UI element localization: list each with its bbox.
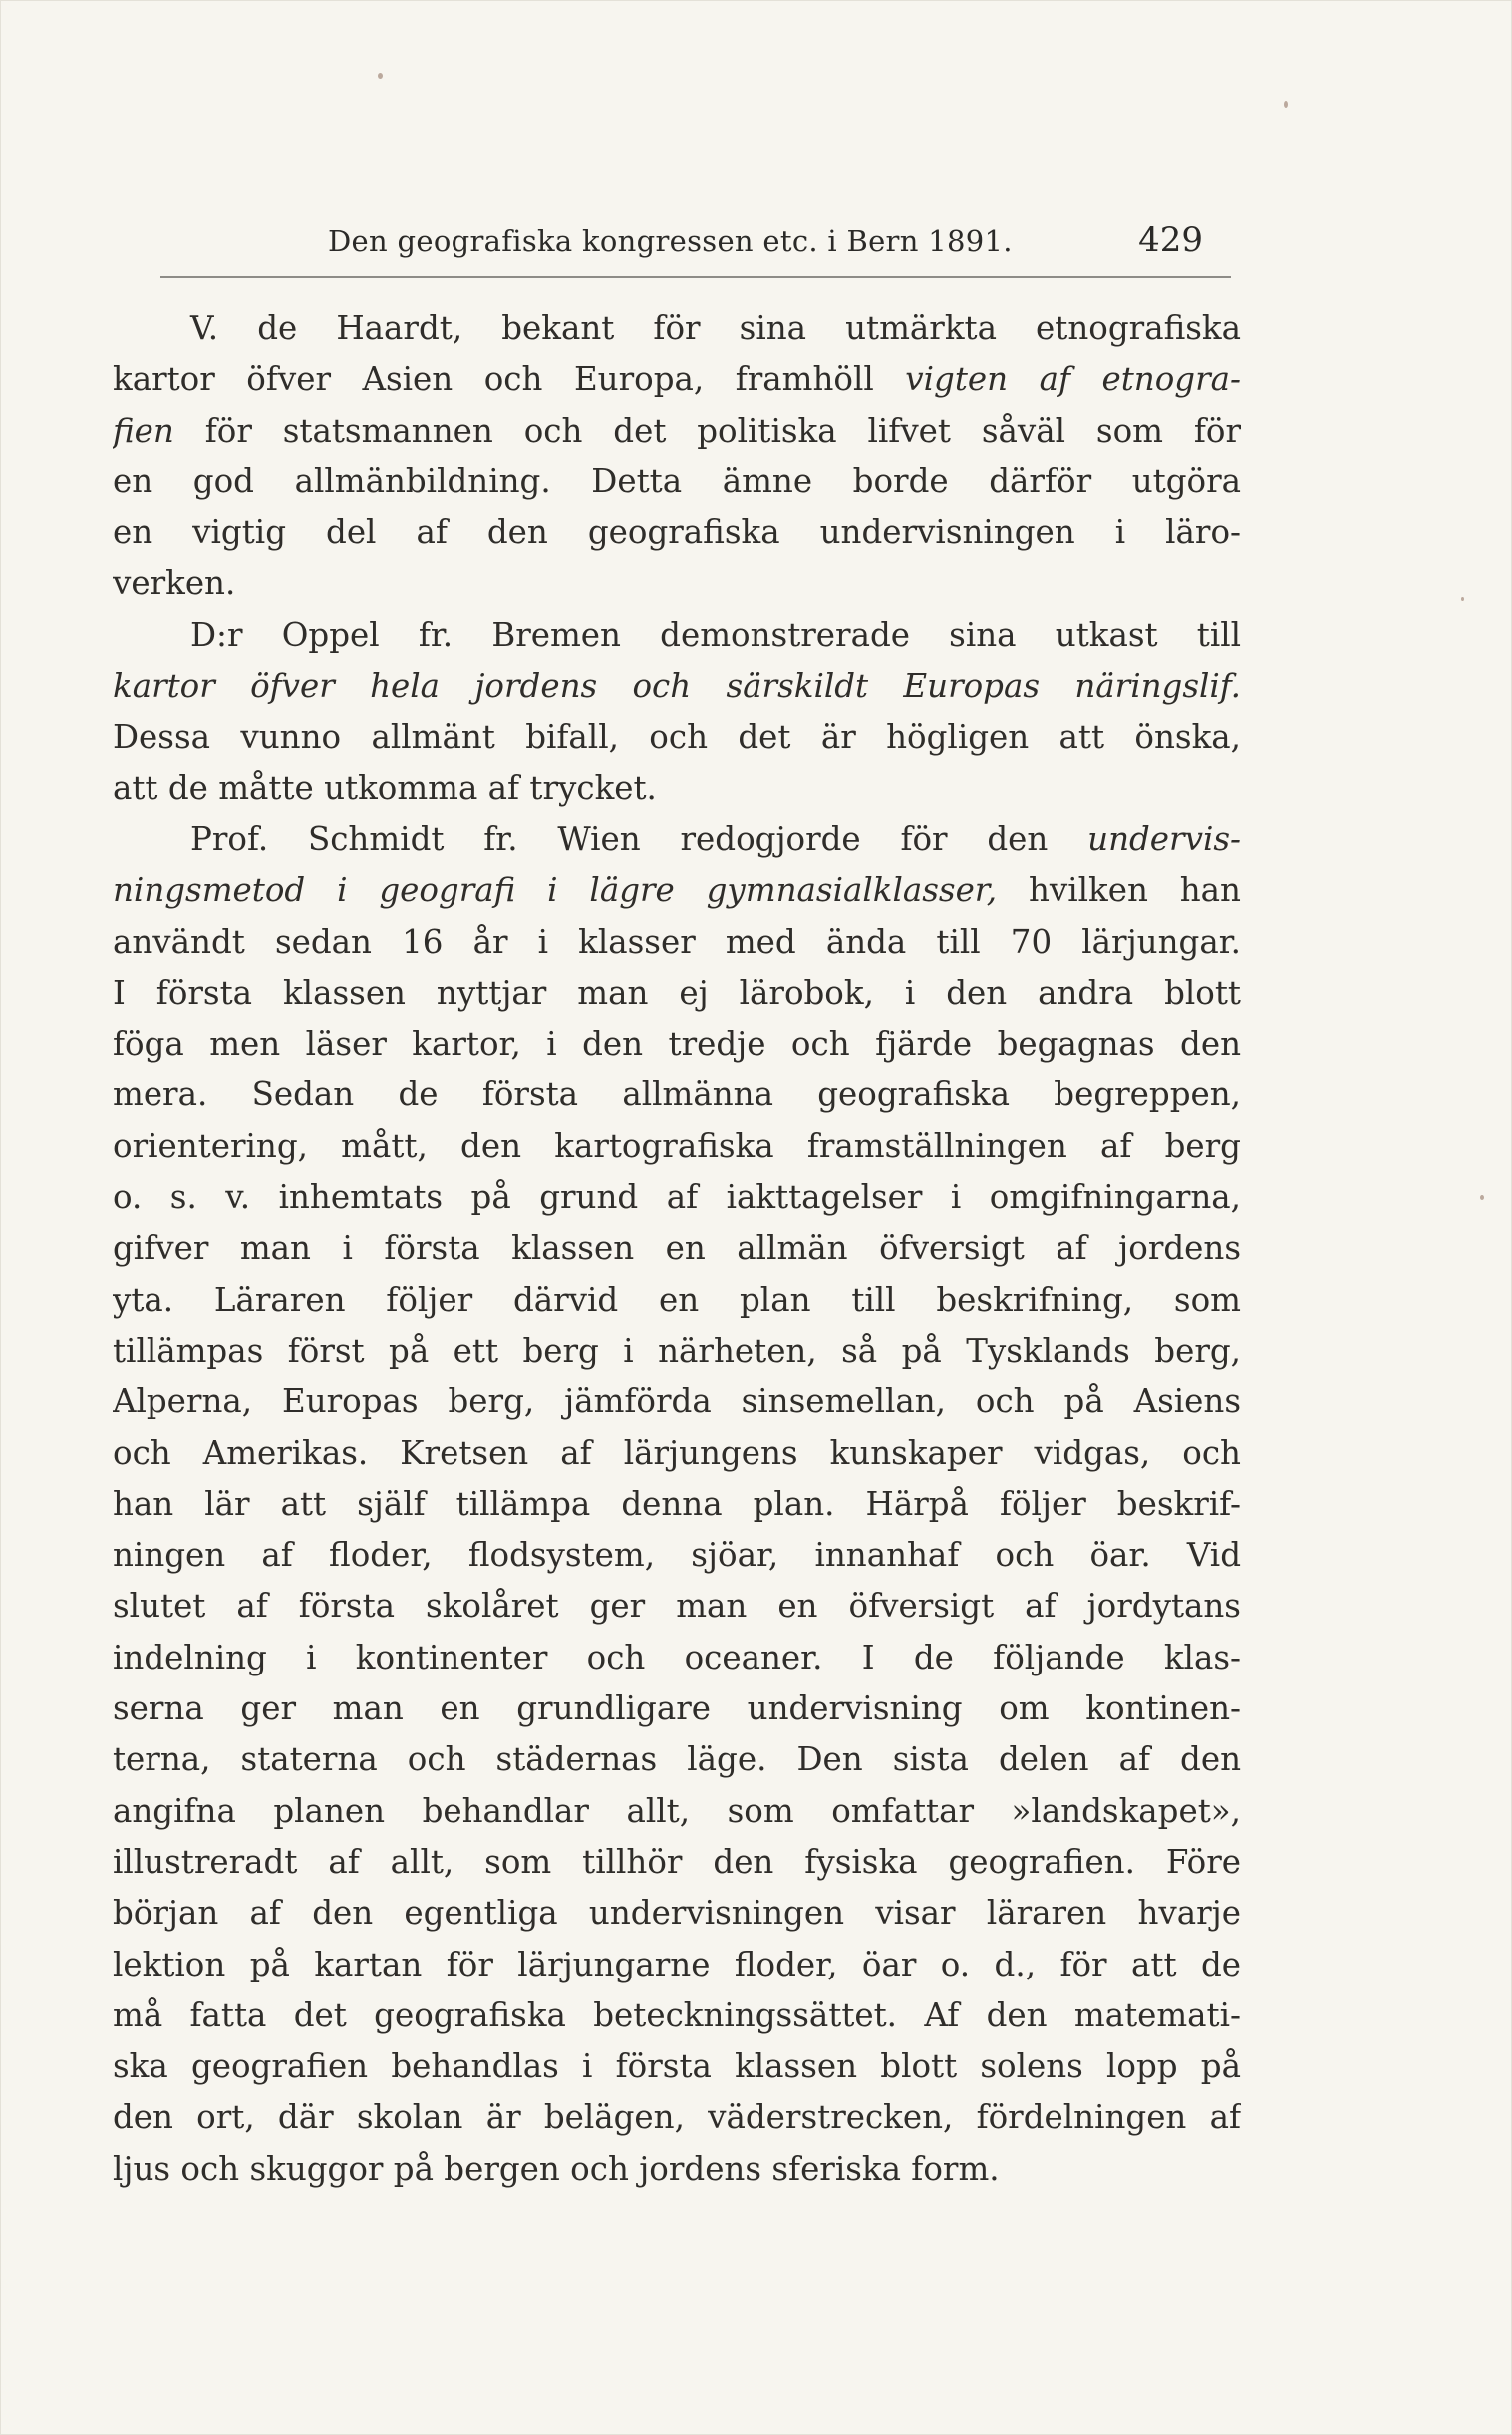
text-line xyxy=(113,865,1241,916)
paragraph xyxy=(113,303,1241,610)
text-run: V. de Haardt, bekant för sina utmärkta etnografiska xyxy=(190,309,1241,347)
text-run: I första klassen nyttjar man ej lärobok, i den andra blott xyxy=(113,973,1241,1012)
text-line xyxy=(113,1223,1241,1274)
text-run: terna, staterna och städernas läge. Den sista delen af den xyxy=(113,1740,1241,1779)
text-line xyxy=(113,917,1241,968)
text-run: föga men läser kartor, i den tredje och fjärde begagnas den xyxy=(113,1025,1241,1064)
text-run: D:r Oppel fr. Bremen demonstrerade sina utkast till xyxy=(190,615,1241,654)
text-line xyxy=(113,1581,1241,1632)
text-run: Alperna, Europas berg, jämförda sinsemellan, och på Asiens xyxy=(113,1382,1241,1421)
text-line xyxy=(113,1376,1241,1427)
text-run: användt sedan 16 år i klasser med ända till 70 lärjungar. xyxy=(113,922,1241,961)
text-line xyxy=(113,968,1241,1019)
text-line xyxy=(113,1428,1241,1479)
text-run: indelning i kontinenter och oceaner. I de följande klas- xyxy=(113,1638,1241,1676)
text-run: en vigtig del af den geografiska undervisningen i läro- xyxy=(113,513,1241,552)
text-run: han lär att själf tillämpa denna plan. Härpå följer beskrif- xyxy=(113,1484,1241,1523)
text-line xyxy=(113,1990,1241,2041)
text-run: en god allmänbildning. Detta ämne borde därför utgöra xyxy=(113,461,1241,500)
text-run: och Amerikas. Kretsen af lärjungens kunskaper vidgas, och xyxy=(113,1433,1241,1472)
text-run: lektion på kartan för lärjungarne floder, öar o. d., för att de xyxy=(113,1945,1241,1983)
text-run: ningen af floder, flodsystem, sjöar, innanhaf och öar. Vid xyxy=(113,1536,1241,1575)
text-line xyxy=(113,1172,1241,1223)
text-run: början af den egentliga undervisningen visar läraren hvarje xyxy=(113,1894,1241,1933)
paper-speck xyxy=(1461,597,1464,601)
text-run: yta. Läraren följer därvid en plan till beskrifning, som xyxy=(113,1280,1241,1319)
text-run: kartor öfver Asien och Europa, framhöll xyxy=(113,360,906,399)
text-run: serna ger man en grundligare undervisning om kontinen- xyxy=(113,1689,1241,1728)
text-line xyxy=(113,1275,1241,1326)
paper-speck xyxy=(378,73,383,79)
text-line xyxy=(113,1121,1241,1172)
text-line xyxy=(113,2092,1241,2143)
text-line xyxy=(113,661,1241,712)
text-line xyxy=(113,1326,1241,1376)
text-line xyxy=(113,558,1241,609)
running-head-title: Den geografiska kongressen etc. i Bern 1891. xyxy=(328,224,1013,258)
paragraph xyxy=(113,610,1241,814)
text-line xyxy=(113,1530,1241,1581)
text-line xyxy=(113,1940,1241,1990)
text-line xyxy=(113,1888,1241,1939)
text-line xyxy=(113,2144,1241,2195)
text-run: o. s. v. inhemtats på grund af iakttagelser i omgifningarna, xyxy=(113,1178,1241,1217)
text-line xyxy=(113,1069,1241,1120)
text-run: att de måtte utkomma af trycket. xyxy=(113,768,657,807)
text-line xyxy=(113,406,1241,457)
text-run: må fatta det geografiska beteckningssättet. Af den matemati- xyxy=(113,1995,1241,2034)
text-line xyxy=(113,763,1241,814)
page-number: 429 xyxy=(1138,220,1203,260)
italic-run: kartor öfver hela jordens och särskildt Europas näringslif. xyxy=(113,667,1241,706)
text-run: slutet af första skolåret ger man en öfversigt af jordytans xyxy=(113,1587,1241,1626)
text-line xyxy=(113,507,1241,558)
italic-run: fien xyxy=(113,411,174,450)
text-line xyxy=(113,1786,1241,1837)
text-line xyxy=(113,712,1241,762)
text-run: tillämpas först på ett berg i närheten, så på Tysklands berg, xyxy=(113,1331,1241,1370)
text-line xyxy=(113,1633,1241,1683)
text-run: den ort, där skolan är belägen, väderstrecken, fördelningen af xyxy=(113,2098,1241,2137)
text-line xyxy=(113,1479,1241,1530)
text-line xyxy=(113,2041,1241,2092)
text-run: gifver man i första klassen en allmän öfversigt af jordens xyxy=(113,1229,1241,1268)
text-run: ljus och skuggor på bergen och jordens sferiska form. xyxy=(113,2149,1000,2188)
paper-speck xyxy=(1284,101,1288,108)
text-run: angifna planen behandlar allt, som omfattar »landskapet», xyxy=(113,1791,1241,1830)
text-line xyxy=(113,1837,1241,1888)
text-run: Dessa vunno allmänt bifall, och det är högligen att önska, xyxy=(113,718,1241,757)
text-line xyxy=(113,457,1241,507)
text-run: verken. xyxy=(113,564,236,603)
paper-speck xyxy=(1480,1195,1484,1200)
text-run: illustreradt af allt, som tillhör den fysiska geografien. Före xyxy=(113,1842,1241,1881)
text-run: för statsmannen och det politiska lifvet såväl som för xyxy=(173,411,1241,450)
text-run: Prof. Schmidt fr. Wien redogjorde för den xyxy=(190,819,1088,858)
text-line xyxy=(113,354,1241,405)
italic-run: ningsmetod i geografi i lägre gymnasialklasser, xyxy=(113,871,998,910)
body-text xyxy=(113,303,1241,2195)
text-run: mera. Sedan de första allmänna geografiska begreppen, xyxy=(113,1075,1241,1114)
text-line xyxy=(113,610,1241,661)
text-line xyxy=(113,1019,1241,1069)
running-head xyxy=(328,216,1215,262)
text-line xyxy=(113,1683,1241,1734)
text-line xyxy=(113,303,1241,354)
text-run: orientering, mått, den kartografiska framställningen af berg xyxy=(113,1126,1241,1165)
italic-run: undervis- xyxy=(1087,819,1241,858)
text-line xyxy=(113,814,1241,865)
text-line xyxy=(113,1734,1241,1785)
italic-run: vigten af etnogra- xyxy=(905,360,1241,399)
paragraph xyxy=(113,814,1241,2195)
text-run: hvilken han xyxy=(997,871,1241,910)
header-rule xyxy=(160,276,1231,278)
text-run: ska geografien behandlas i första klassen blott solens lopp på xyxy=(113,2047,1241,2086)
